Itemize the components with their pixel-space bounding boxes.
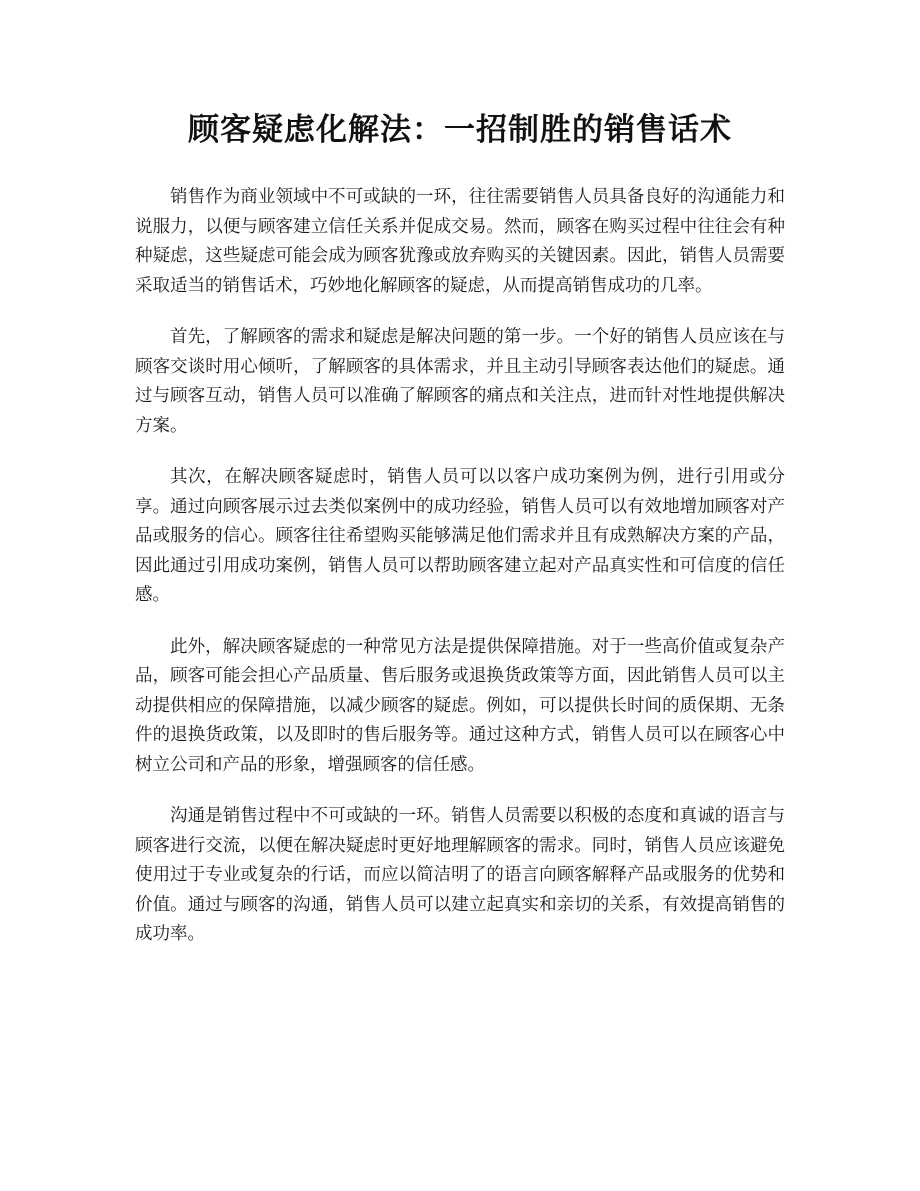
page-title: 顾客疑虑化解法：一招制胜的销售话术 [188,112,732,148]
document-body [135,183,785,972]
paragraph-2: 首先，了解顾客的需求和疑虑是解决问题的第一步。一个好的销售人员应该在与顾客交谈时用心倾听，了解顾客的具体需求，并且主动引导顾客表达他们的疑虑。通过与顾客互动，销售人员可以准确了解顾客的痛点和关注点，进而针对性地提供解决方案。 [135,327,785,436]
paragraph-3: 其次，在解决顾客疑虑时，销售人员可以以客户成功案例为例，进行引用或分享。通过向顾客展示过去类似案例中的成功经验，销售人员可以有效地增加顾客对产品或服务的信心。顾客往往希望购买能够满足他们需求并且有成熟解决方案的产品，因此通过引用成功案例，销售人员可以帮助顾客建立起对产品真实性和可信度的信任感。 [135,467,785,605]
paragraph-4: 此外，解决顾客疑虑的一种常见方法是提供保障措施。对于一些高价值或复杂产品，顾客可能会担心产品质量、售后服务或退换货政策等方面，因此销售人员可以主动提供相应的保障措施，以减少顾客的疑虑。例如，可以提供长时间的质保期、无条件的退换货政策，以及即时的售后服务等。通过这种方式，销售人员可以在顾客心中树立公司和产品的形象，增强顾客的信任感。 [135,636,785,775]
paragraph-1: 销售作为商业领域中不可或缺的一环，往往需要销售人员具备良好的沟通能力和说服力，以便与顾客建立信任关系并促成交易。然而，顾客在购买过程中往往会有种种疑虑，这些疑虑可能会成为顾客犹豫或放弃购买的关键因素。因此，销售人员需要采取适当的销售话术，巧妙地化解顾客的疑虑，从而提高销售成功的几率。 [135,187,785,296]
paragraph-5: 沟通是销售过程中不可或缺的一环。销售人员需要以积极的态度和真诚的语言与顾客进行交流，以便在解决疑虑时更好地理解顾客的需求。同时，销售人员应该避免使用过于专业或复杂的行话，而应以简洁明了的语言向顾客解释产品或服务的优势和价值。通过与顾客的沟通，销售人员可以建立起真实和亲切的关系，有效提高销售的成功率。 [135,806,785,944]
